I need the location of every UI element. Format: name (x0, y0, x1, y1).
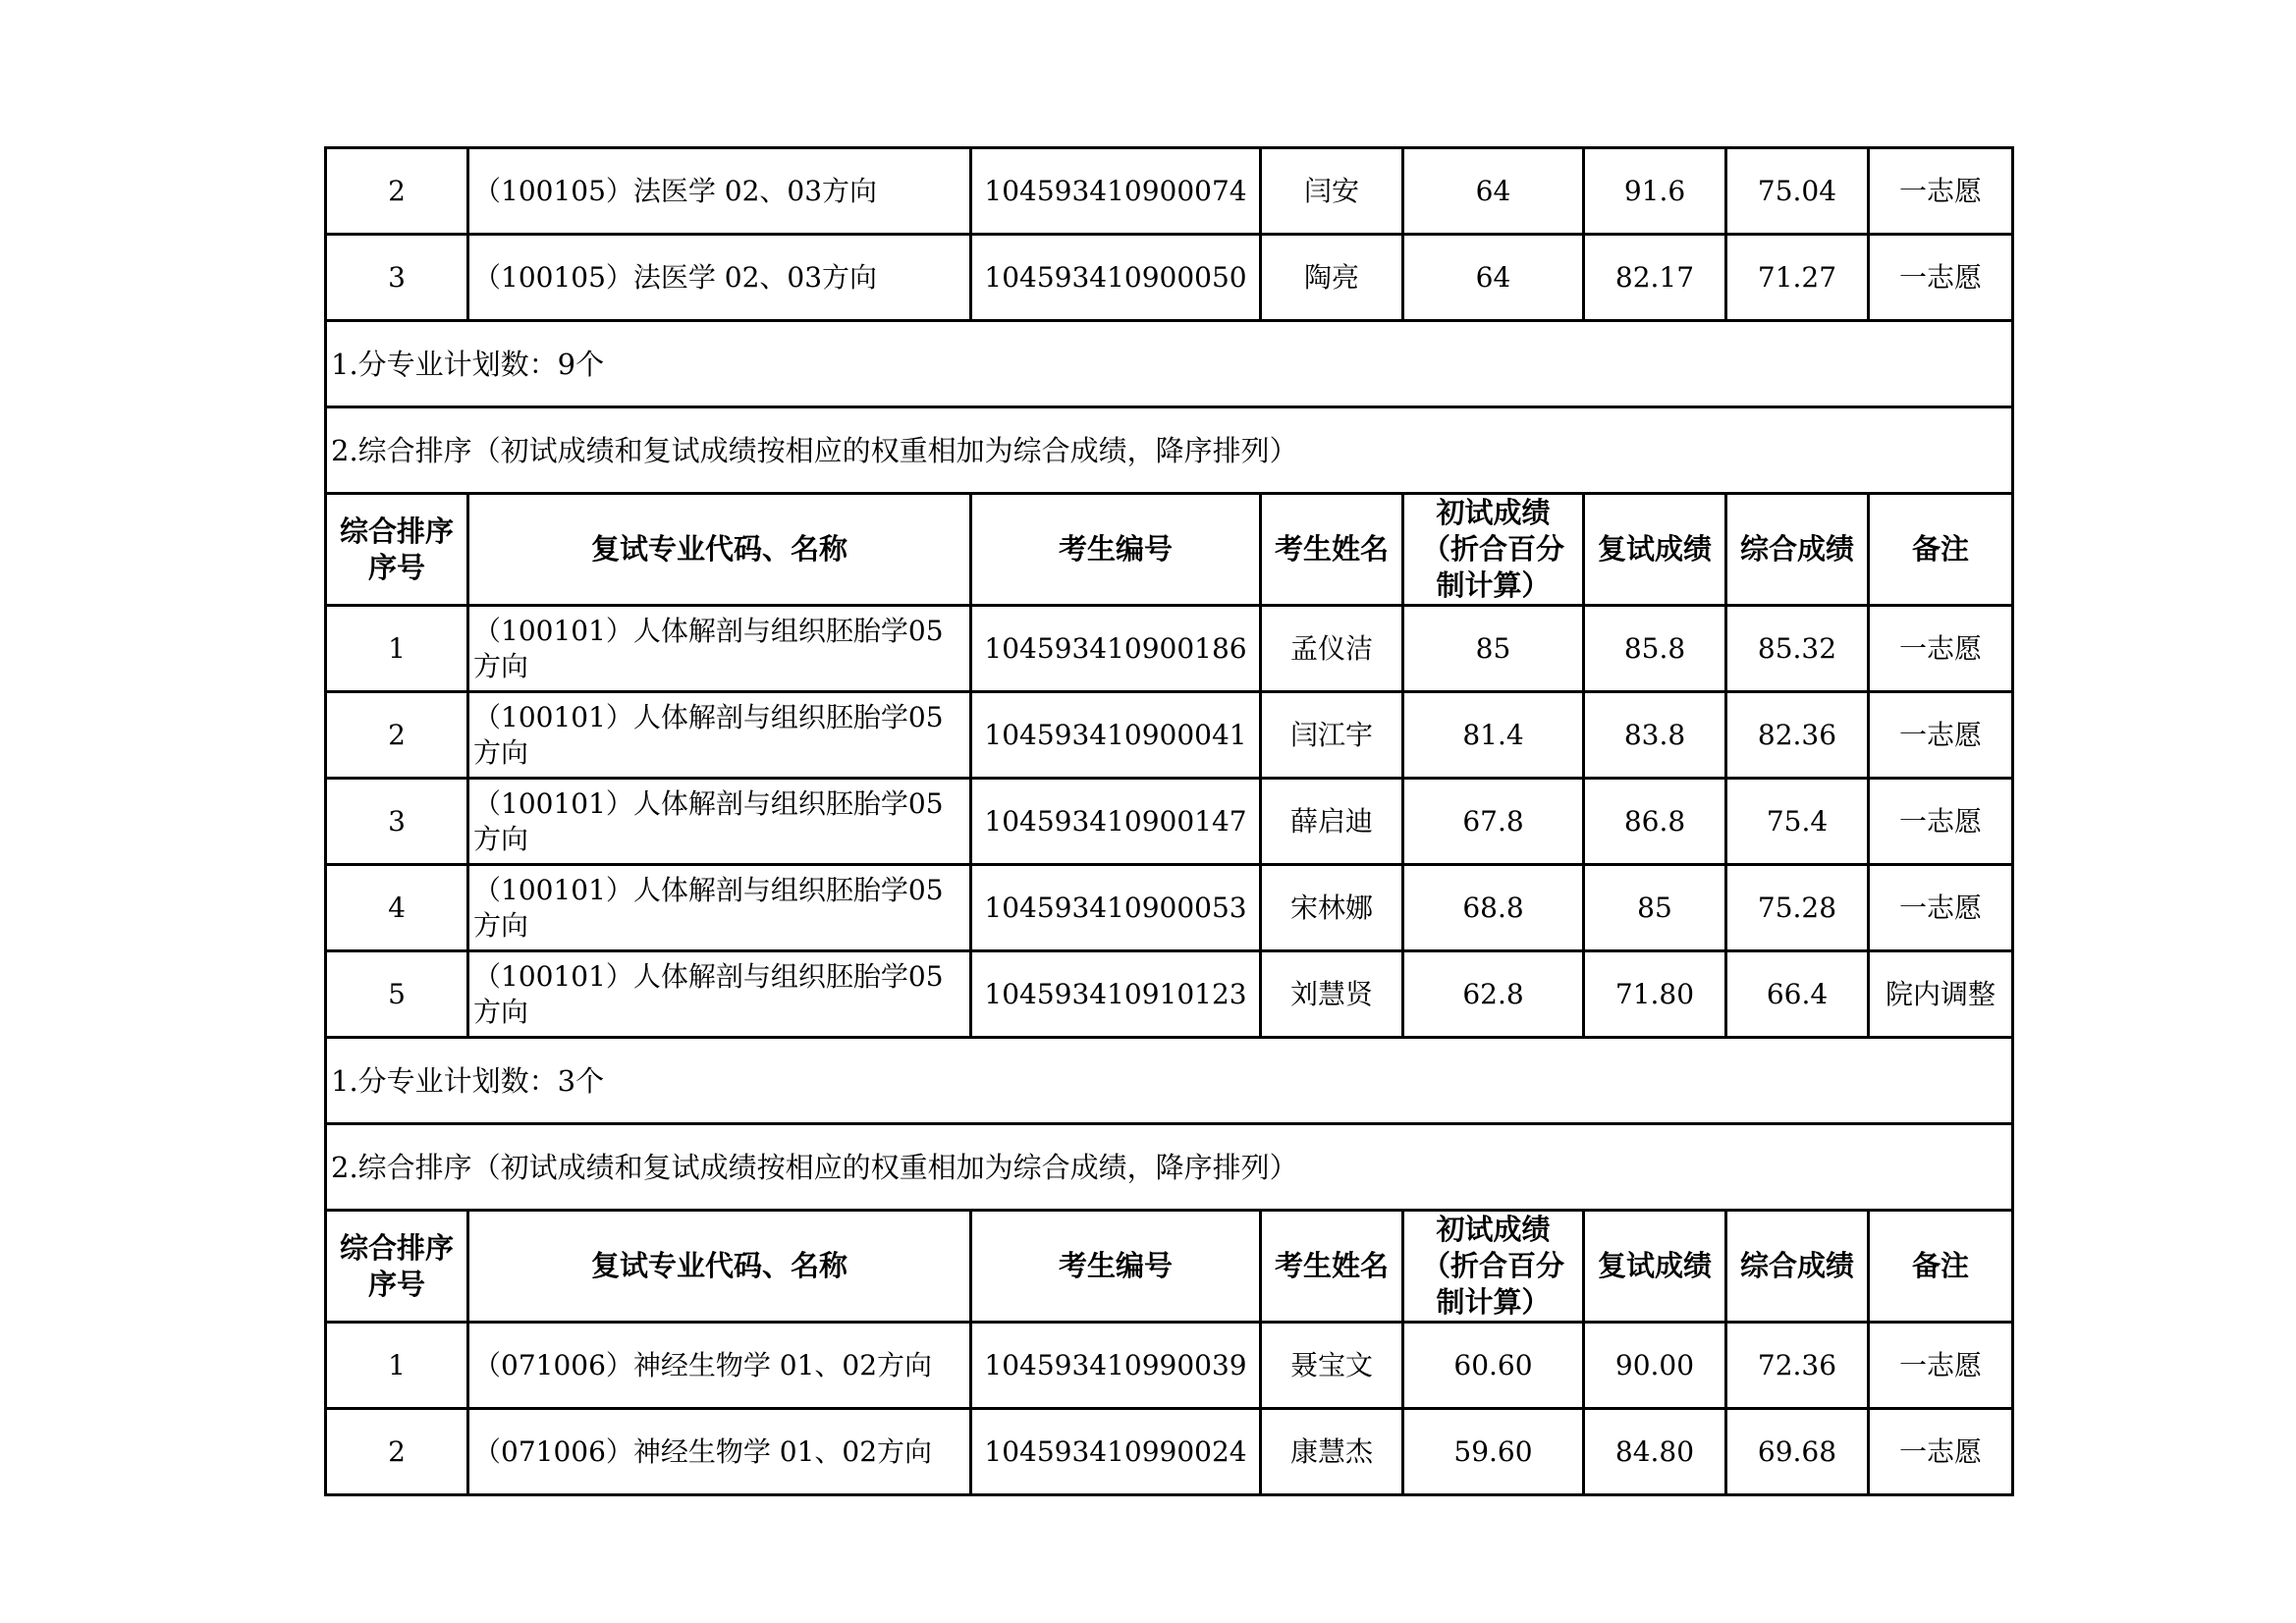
total-score-cell: 75.28 (1726, 865, 1869, 951)
table-row (326, 235, 2013, 321)
candidate-name-cell: 陶亮 (1261, 235, 1403, 321)
note-cell: 一志愿 (1869, 692, 2013, 779)
column-header: 考生姓名 (1261, 1211, 1403, 1323)
retest-score-cell: 84.80 (1584, 1409, 1726, 1495)
header-row (326, 1211, 2013, 1323)
section-row (326, 1124, 2013, 1211)
plan-count-label: 1.分专业计划数：3个 (326, 1038, 2013, 1124)
initial-score-cell: 62.8 (1403, 951, 1584, 1038)
column-header: 综合排序序号 (326, 1211, 468, 1323)
retest-score-cell: 71.80 (1584, 951, 1726, 1038)
column-header: 备注 (1869, 1211, 2013, 1323)
column-header: 综合成绩 (1726, 1211, 1869, 1323)
section-row (326, 1038, 2013, 1124)
initial-score-cell: 81.4 (1403, 692, 1584, 779)
plan-count-label: 1.分专业计划数：9个 (326, 321, 2013, 407)
note-cell: 一志愿 (1869, 1409, 2013, 1495)
note-cell: 一志愿 (1869, 606, 2013, 692)
total-score-cell: 72.36 (1726, 1323, 1869, 1409)
candidate-id-cell: 104593410900053 (971, 865, 1261, 951)
major-cell: （071006）神经生物学 01、02方向 (468, 1409, 971, 1495)
retest-score-cell: 90.00 (1584, 1323, 1726, 1409)
column-header: 复试成绩 (1584, 494, 1726, 606)
candidate-name-cell: 闫安 (1261, 148, 1403, 235)
retest-score-cell: 82.17 (1584, 235, 1726, 321)
rank-cell: 4 (326, 865, 468, 951)
column-header: 初试成绩（折合百分制计算） (1403, 494, 1584, 606)
sort-description-label: 2.综合排序（初试成绩和复试成绩按相应的权重相加为综合成绩，降序排列） (326, 407, 2013, 494)
table-body (326, 148, 2013, 1495)
rank-cell: 2 (326, 1409, 468, 1495)
rank-cell: 3 (326, 779, 468, 865)
major-cell: （100101）人体解剖与组织胚胎学05方向 (468, 951, 971, 1038)
rank-cell: 2 (326, 148, 468, 235)
table-row (326, 779, 2013, 865)
table-row (326, 148, 2013, 235)
initial-score-cell: 64 (1403, 235, 1584, 321)
initial-score-cell: 59.60 (1403, 1409, 1584, 1495)
column-header: 备注 (1869, 494, 2013, 606)
total-score-cell: 85.32 (1726, 606, 1869, 692)
rank-cell: 1 (326, 606, 468, 692)
note-cell: 一志愿 (1869, 865, 2013, 951)
retest-score-cell: 85 (1584, 865, 1726, 951)
total-score-cell: 71.27 (1726, 235, 1869, 321)
candidate-name-cell: 薛启迪 (1261, 779, 1403, 865)
candidate-name-cell: 康慧杰 (1261, 1409, 1403, 1495)
rank-cell: 2 (326, 692, 468, 779)
header-row (326, 494, 2013, 606)
table-row (326, 1323, 2013, 1409)
column-header: 考生编号 (971, 1211, 1261, 1323)
table-row (326, 692, 2013, 779)
column-header: 复试专业代码、名称 (468, 494, 971, 606)
major-cell: （100101）人体解剖与组织胚胎学05方向 (468, 606, 971, 692)
candidate-name-cell: 宋林娜 (1261, 865, 1403, 951)
retest-score-cell: 86.8 (1584, 779, 1726, 865)
total-score-cell: 82.36 (1726, 692, 1869, 779)
note-cell: 一志愿 (1869, 148, 2013, 235)
note-cell: 一志愿 (1869, 1323, 2013, 1409)
table-row (326, 951, 2013, 1038)
initial-score-cell: 64 (1403, 148, 1584, 235)
column-header: 初试成绩（折合百分制计算） (1403, 1211, 1584, 1323)
section-row (326, 407, 2013, 494)
column-header: 考生姓名 (1261, 494, 1403, 606)
candidate-name-cell: 孟仪洁 (1261, 606, 1403, 692)
candidate-name-cell: 刘慧贤 (1261, 951, 1403, 1038)
total-score-cell: 75.04 (1726, 148, 1869, 235)
total-score-cell: 75.4 (1726, 779, 1869, 865)
candidate-id-cell: 104593410900041 (971, 692, 1261, 779)
initial-score-cell: 67.8 (1403, 779, 1584, 865)
retest-score-cell: 91.6 (1584, 148, 1726, 235)
initial-score-cell: 60.60 (1403, 1323, 1584, 1409)
major-cell: （071006）神经生物学 01、02方向 (468, 1323, 971, 1409)
major-cell: （100101）人体解剖与组织胚胎学05方向 (468, 865, 971, 951)
column-header: 综合成绩 (1726, 494, 1869, 606)
initial-score-cell: 68.8 (1403, 865, 1584, 951)
major-cell: （100101）人体解剖与组织胚胎学05方向 (468, 779, 971, 865)
candidate-id-cell: 104593410900186 (971, 606, 1261, 692)
major-cell: （100105）法医学 02、03方向 (468, 148, 971, 235)
table-row (326, 606, 2013, 692)
retest-score-cell: 83.8 (1584, 692, 1726, 779)
rank-cell: 3 (326, 235, 468, 321)
candidate-id-cell: 104593410910123 (971, 951, 1261, 1038)
rank-cell: 5 (326, 951, 468, 1038)
column-header: 复试成绩 (1584, 1211, 1726, 1323)
candidate-id-cell: 104593410990039 (971, 1323, 1261, 1409)
initial-score-cell: 85 (1403, 606, 1584, 692)
major-cell: （100105）法医学 02、03方向 (468, 235, 971, 321)
candidate-id-cell: 104593410900050 (971, 235, 1261, 321)
candidate-id-cell: 104593410900147 (971, 779, 1261, 865)
major-cell: （100101）人体解剖与组织胚胎学05方向 (468, 692, 971, 779)
section-row (326, 321, 2013, 407)
candidate-id-cell: 104593410900074 (971, 148, 1261, 235)
rank-cell: 1 (326, 1323, 468, 1409)
candidate-id-cell: 104593410990024 (971, 1409, 1261, 1495)
note-cell: 一志愿 (1869, 779, 2013, 865)
total-score-cell: 69.68 (1726, 1409, 1869, 1495)
total-score-cell: 66.4 (1726, 951, 1869, 1038)
note-cell: 一志愿 (1869, 235, 2013, 321)
column-header: 考生编号 (971, 494, 1261, 606)
candidate-name-cell: 聂宝文 (1261, 1323, 1403, 1409)
admission-ranking-table (324, 146, 2014, 1496)
sort-description-label: 2.综合排序（初试成绩和复试成绩按相应的权重相加为综合成绩，降序排列） (326, 1124, 2013, 1211)
note-cell: 院内调整 (1869, 951, 2013, 1038)
table-row (326, 1409, 2013, 1495)
column-header: 综合排序序号 (326, 494, 468, 606)
table-row (326, 865, 2013, 951)
column-header: 复试专业代码、名称 (468, 1211, 971, 1323)
retest-score-cell: 85.8 (1584, 606, 1726, 692)
candidate-name-cell: 闫江宇 (1261, 692, 1403, 779)
